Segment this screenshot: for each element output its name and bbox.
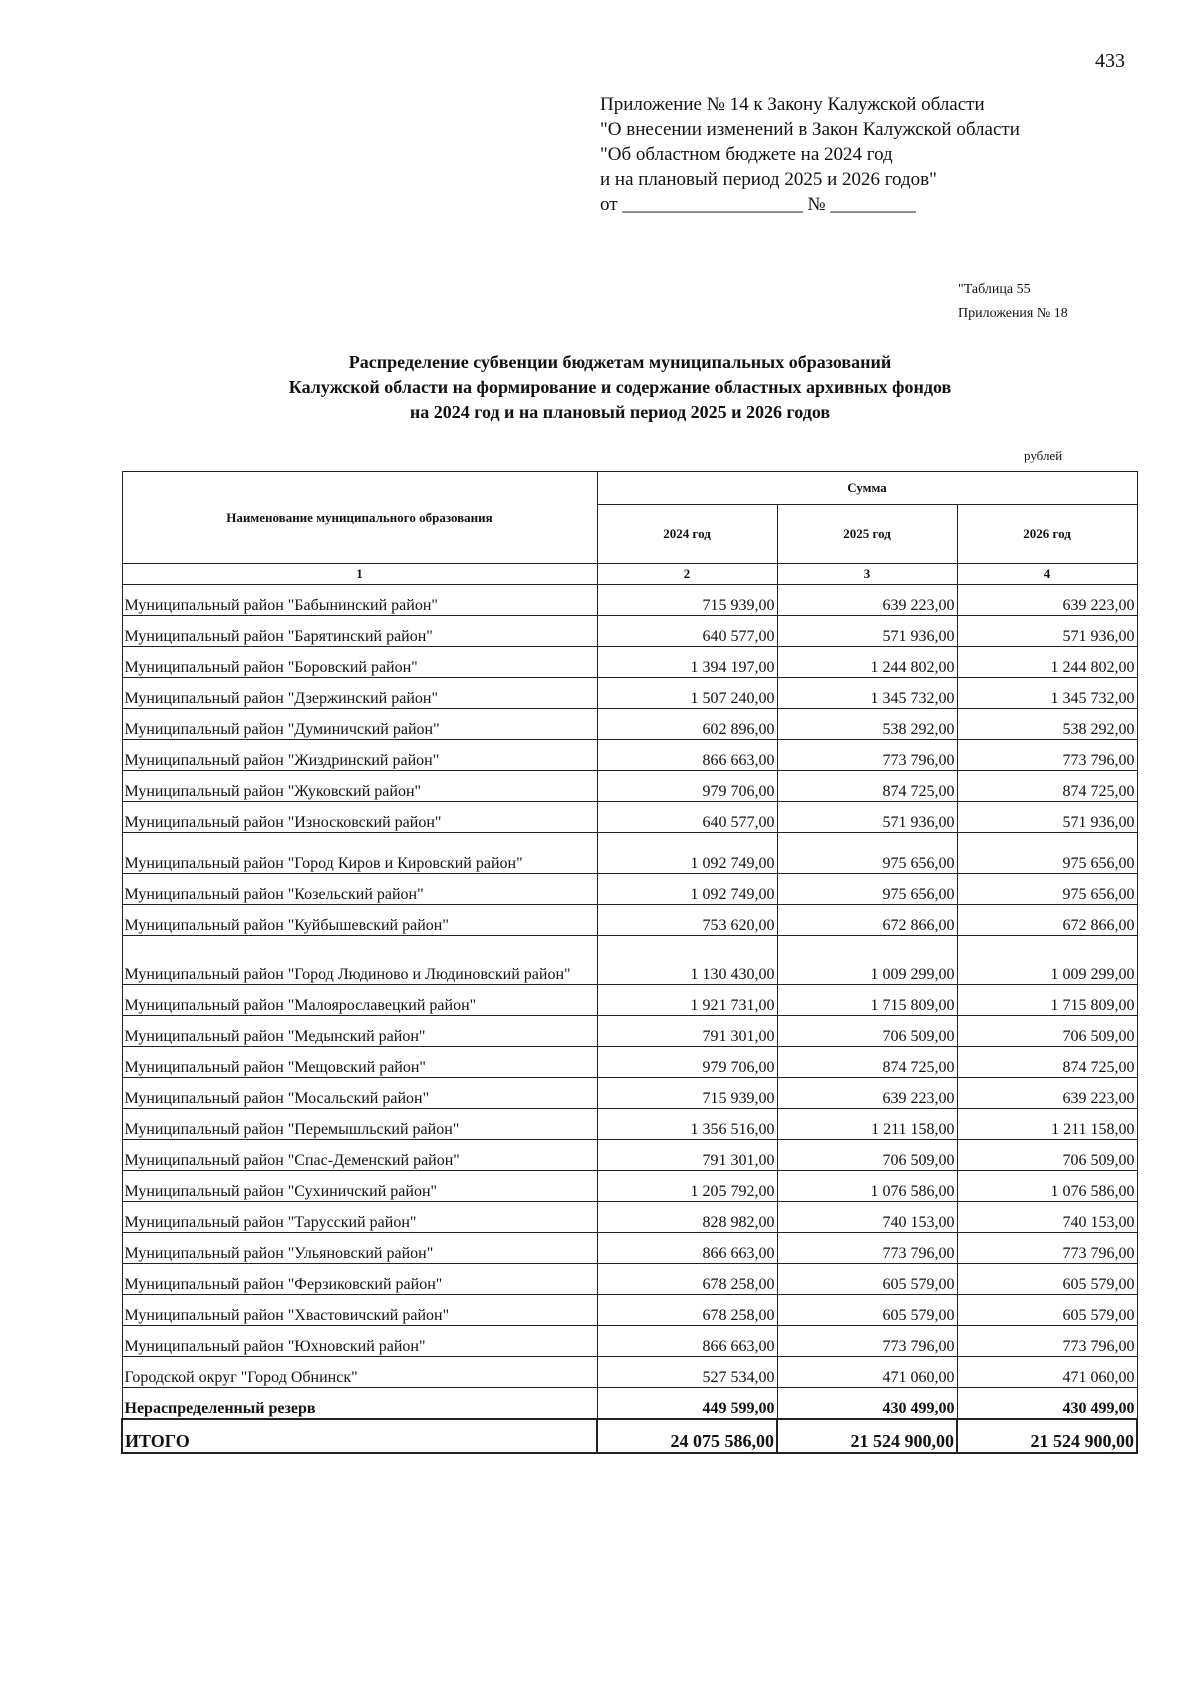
table-row [122,905,1137,936]
table-row [122,1295,1137,1326]
appendix-line: Приложение № 14 к Закону Калужской области [600,94,985,115]
table-row [122,874,1137,905]
amount-cell: 975 656,00 [777,874,957,905]
document-title [120,350,1120,425]
table-row [122,585,1137,616]
table-row [122,1140,1137,1171]
amount-cell: 975 656,00 [777,833,957,874]
amount-cell: 1 921 731,00 [597,985,777,1016]
table-row [122,1326,1137,1357]
municipality-name: Городской округ "Город Обнинск" [122,1357,597,1388]
amount-cell: 866 663,00 [597,1233,777,1264]
amount-cell: 874 725,00 [777,1047,957,1078]
appendix-line: "О внесении изменений в Закон Калужской области [600,119,1020,140]
amount-cell: 866 663,00 [597,740,777,771]
table-row [122,771,1137,802]
amount-cell: 753 620,00 [597,905,777,936]
table-row [122,1016,1137,1047]
amount-cell: 471 060,00 [957,1357,1137,1388]
amount-cell: 979 706,00 [597,771,777,802]
reserve-row-label: Нераспределенный резерв [122,1388,597,1420]
amount-cell: 605 579,00 [957,1295,1137,1326]
municipality-name: Муниципальный район "Мосальский район" [122,1078,597,1109]
table-row [122,1202,1137,1233]
amount-cell: 1 244 802,00 [957,647,1137,678]
amount-cell: 1 076 586,00 [957,1171,1137,1202]
amount-cell: 1 076 586,00 [777,1171,957,1202]
municipality-name: Муниципальный район "Боровский район" [122,647,597,678]
title-line: Калужской области на формирование и содержание областных архивных фондов [288,377,952,397]
amount-cell: 874 725,00 [957,771,1137,802]
table-row [122,985,1137,1016]
municipality-name: Муниципальный район "Ферзиковский район" [122,1264,597,1295]
municipality-name: Муниципальный район "Малоярославецкий район" [122,985,597,1016]
amount-cell: 538 292,00 [957,709,1137,740]
units-label: рублей [1024,448,1063,463]
reserve-row-amount: 430 499,00 [957,1388,1137,1420]
municipality-name: Муниципальный район "Спас-Деменский район" [122,1140,597,1171]
amount-cell: 1 356 516,00 [597,1109,777,1140]
header-sum: Сумма [597,472,1137,505]
amount-cell: 773 796,00 [777,740,957,771]
table-row [122,647,1137,678]
subvention-table [121,471,1138,1454]
amount-cell: 571 936,00 [957,616,1137,647]
table-row [122,833,1137,874]
header-year: 2026 год [957,505,1137,564]
amount-cell: 639 223,00 [957,1078,1137,1109]
total-row-label: ИТОГО [122,1419,597,1453]
municipality-name: Муниципальный район "Куйбышевский район" [122,905,597,936]
municipality-name: Муниципальный район "Козельский район" [122,874,597,905]
municipality-name: Муниципальный район "Хвастовичский район" [122,1295,597,1326]
amount-cell: 1 345 732,00 [957,678,1137,709]
table-row [122,678,1137,709]
amount-cell: 1 715 809,00 [957,985,1137,1016]
amount-cell: 639 223,00 [957,585,1137,616]
amount-cell: 1 009 299,00 [777,936,957,985]
appendix-header [600,92,1020,217]
amount-cell: 773 796,00 [957,1326,1137,1357]
table-row [122,740,1137,771]
table-ref-line: "Таблица 55 [958,282,1031,297]
amount-cell: 571 936,00 [957,802,1137,833]
table-row [122,1357,1137,1388]
municipality-name: Муниципальный район "Жиздринский район" [122,740,597,771]
amount-cell: 715 939,00 [597,585,777,616]
amount-cell: 874 725,00 [957,1047,1137,1078]
appendix-line: "Об областном бюджете на 2024 год [600,144,893,165]
column-index: 3 [777,564,957,585]
amount-cell: 706 509,00 [957,1140,1137,1171]
amount-cell: 639 223,00 [777,1078,957,1109]
total-row [122,1419,1137,1453]
column-index: 1 [122,564,597,585]
total-row-amount: 24 075 586,00 [597,1419,777,1453]
amount-cell: 740 153,00 [777,1202,957,1233]
reserve-row [122,1388,1137,1420]
column-index-row [122,564,1137,585]
amount-cell: 1 205 792,00 [597,1171,777,1202]
municipality-name: Муниципальный район "Думиничский район" [122,709,597,740]
amount-cell: 773 796,00 [777,1326,957,1357]
reserve-row-amount: 430 499,00 [777,1388,957,1420]
table-ref-line: Приложения № 18 [958,306,1068,321]
amount-cell: 706 509,00 [777,1140,957,1171]
title-line: Распределение субвенции бюджетам муниципальных образований [348,352,892,372]
municipality-name: Муниципальный район "Медынский район" [122,1016,597,1047]
municipality-name: Муниципальный район "Ульяновский район" [122,1233,597,1264]
municipality-name: Муниципальный район "Город Киров и Кировский район" [122,833,597,874]
table-row [122,616,1137,647]
municipality-name: Муниципальный район "Барятинский район" [122,616,597,647]
amount-cell: 740 153,00 [957,1202,1137,1233]
amount-cell: 866 663,00 [597,1326,777,1357]
amount-cell: 1 394 197,00 [597,647,777,678]
amount-cell: 640 577,00 [597,616,777,647]
amount-cell: 715 939,00 [597,1078,777,1109]
amount-cell: 828 982,00 [597,1202,777,1233]
table-row [122,936,1137,985]
municipality-name: Муниципальный район "Дзержинский район" [122,678,597,709]
amount-cell: 1 092 749,00 [597,874,777,905]
table-row [122,1233,1137,1264]
amount-cell: 706 509,00 [777,1016,957,1047]
amount-cell: 605 579,00 [777,1295,957,1326]
municipality-name: Муниципальный район "Перемышльский район" [122,1109,597,1140]
total-row-amount: 21 524 900,00 [957,1419,1137,1453]
amount-cell: 672 866,00 [957,905,1137,936]
amount-cell: 791 301,00 [597,1016,777,1047]
amount-cell: 773 796,00 [777,1233,957,1264]
amount-cell: 1 244 802,00 [777,647,957,678]
municipality-name: Муниципальный район "Сухиничский район" [122,1171,597,1202]
municipality-name: Муниципальный район "Бабынинский район" [122,585,597,616]
table-row [122,1171,1137,1202]
municipality-name: Муниципальный район "Жуковский район" [122,771,597,802]
amount-cell: 874 725,00 [777,771,957,802]
municipality-name: Муниципальный район "Износковский район" [122,802,597,833]
amount-cell: 640 577,00 [597,802,777,833]
amount-cell: 571 936,00 [777,802,957,833]
municipality-name: Муниципальный район "Мещовский район" [122,1047,597,1078]
amount-cell: 605 579,00 [957,1264,1137,1295]
amount-cell: 1 130 430,00 [597,936,777,985]
amount-cell: 602 896,00 [597,709,777,740]
amount-cell: 605 579,00 [777,1264,957,1295]
amount-cell: 672 866,00 [777,905,957,936]
appendix-line: и на плановый период 2025 и 2026 годов" [600,169,937,190]
amount-cell: 791 301,00 [597,1140,777,1171]
page-number: 433 [1095,50,1125,72]
amount-cell: 1 211 158,00 [957,1109,1137,1140]
table-row [122,1264,1137,1295]
amount-cell: 678 258,00 [597,1264,777,1295]
amount-cell: 571 936,00 [777,616,957,647]
column-index: 4 [957,564,1137,585]
amount-cell: 975 656,00 [957,833,1137,874]
amount-cell: 773 796,00 [957,1233,1137,1264]
amount-cell: 975 656,00 [957,874,1137,905]
appendix-line: от ___________________ № _________ [600,194,916,215]
municipality-name: Муниципальный район "Город Людиново и Людиновский район" [122,936,597,985]
amount-cell: 471 060,00 [777,1357,957,1388]
amount-cell: 1 211 158,00 [777,1109,957,1140]
amount-cell: 678 258,00 [597,1295,777,1326]
amount-cell: 1 345 732,00 [777,678,957,709]
table-row [122,709,1137,740]
title-line: на 2024 год и на плановый период 2025 и 2026 годов [409,402,831,422]
header-name: Наименование муниципального образования [122,472,597,564]
amount-cell: 1 009 299,00 [957,936,1137,985]
amount-cell: 1 715 809,00 [777,985,957,1016]
amount-cell: 773 796,00 [957,740,1137,771]
table-reference [958,278,1068,326]
total-row-amount: 21 524 900,00 [777,1419,957,1453]
table-row [122,1047,1137,1078]
municipality-name: Муниципальный район "Тарусский район" [122,1202,597,1233]
column-index: 2 [597,564,777,585]
amount-cell: 639 223,00 [777,585,957,616]
header-year: 2024 год [597,505,777,564]
amount-cell: 1 092 749,00 [597,833,777,874]
amount-cell: 1 507 240,00 [597,678,777,709]
amount-cell: 979 706,00 [597,1047,777,1078]
header-year: 2025 год [777,505,957,564]
amount-cell: 527 534,00 [597,1357,777,1388]
reserve-row-amount: 449 599,00 [597,1388,777,1420]
table-row [122,1109,1137,1140]
municipality-name: Муниципальный район "Юхновский район" [122,1326,597,1357]
table-row [122,802,1137,833]
table-row [122,1078,1137,1109]
amount-cell: 538 292,00 [777,709,957,740]
amount-cell: 706 509,00 [957,1016,1137,1047]
